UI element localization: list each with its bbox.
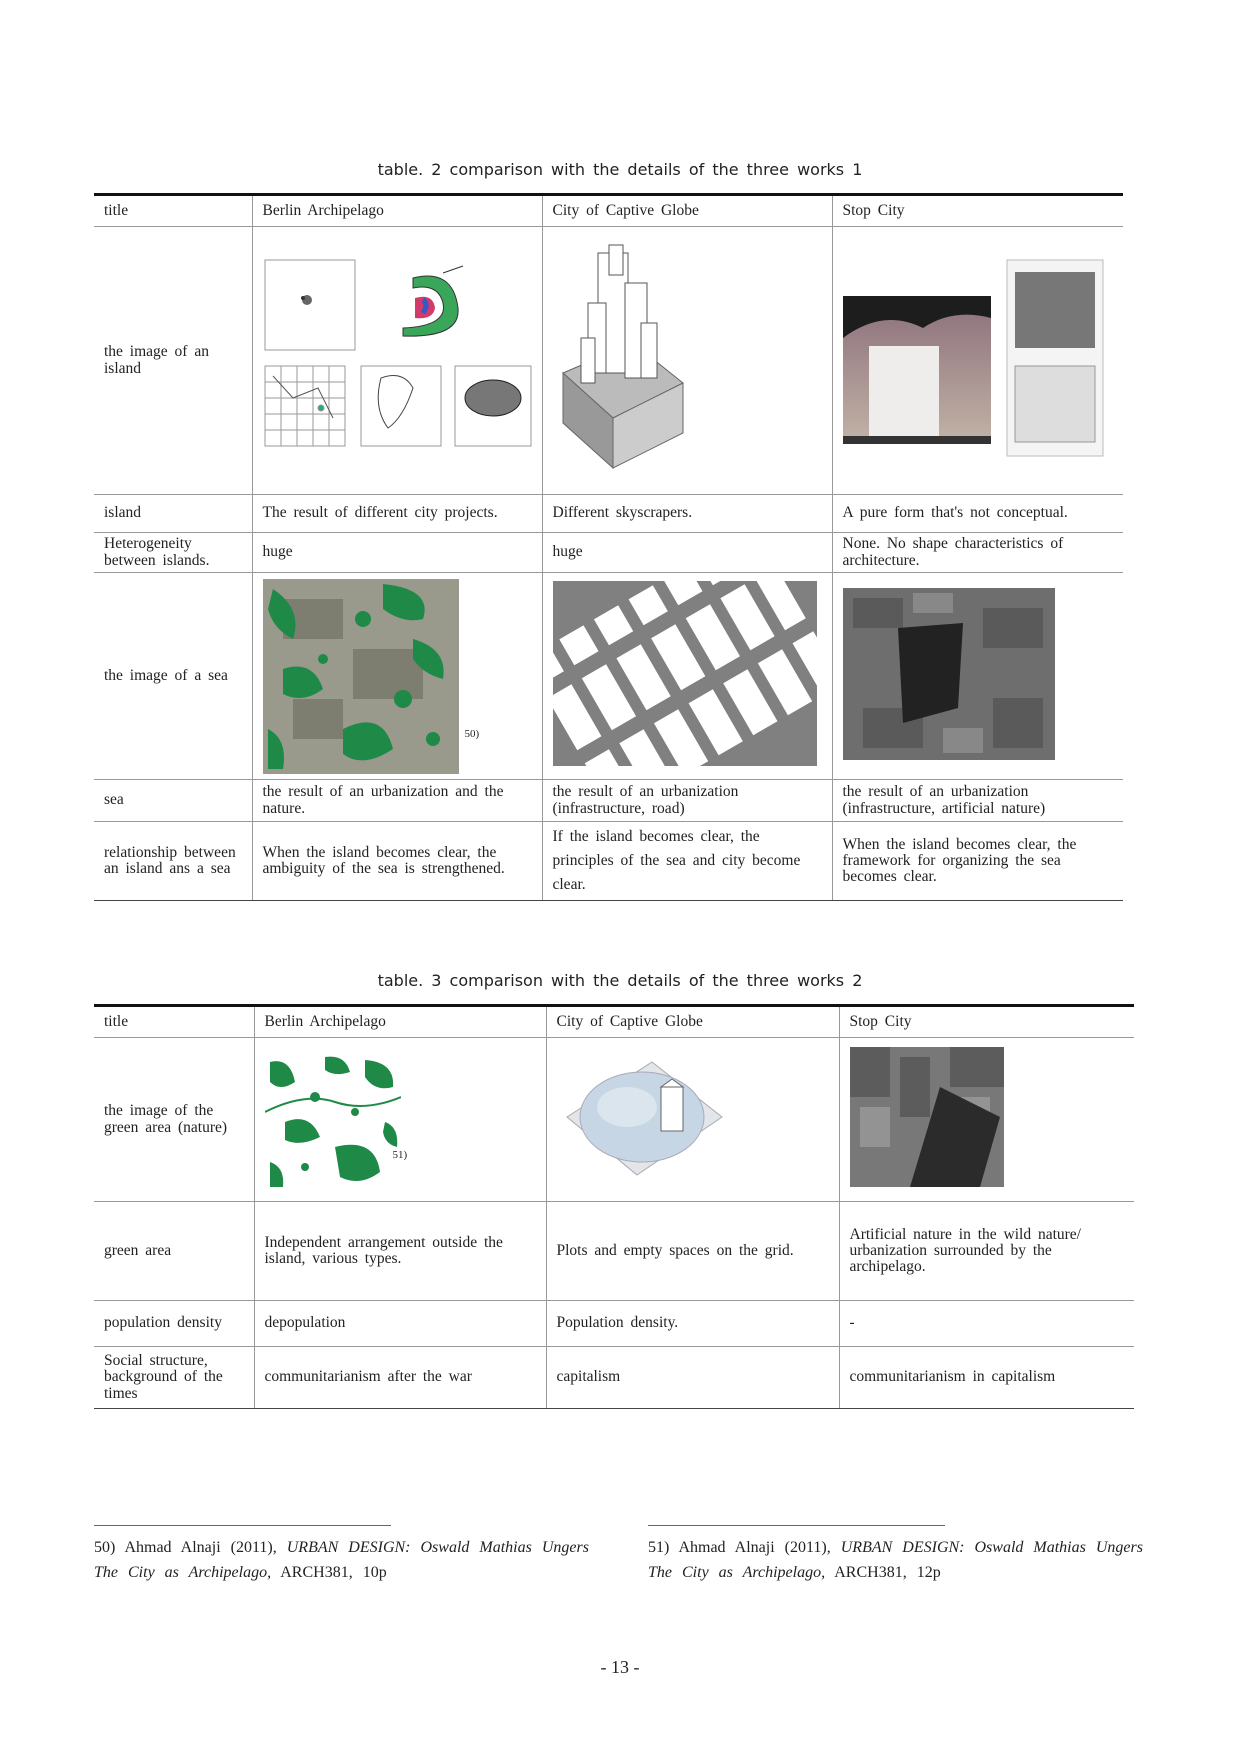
footnote-marker: 50) xyxy=(464,727,480,740)
header-col-berlin: Berlin Archipelago xyxy=(254,1006,546,1038)
cell-stop-city: When the island becomes clear, the framework for organizing the sea becomes clear. xyxy=(832,822,1123,901)
tower-icon xyxy=(661,1079,683,1131)
city-outline-sketch xyxy=(361,366,441,446)
row-label: title xyxy=(94,1006,254,1038)
captive-globe-green-image xyxy=(557,1047,729,1187)
table2-row-island xyxy=(94,495,1123,533)
header-col-stop-city: Stop City xyxy=(832,195,1123,227)
cell-captive-globe: Plots and empty spaces on the grid. xyxy=(546,1202,839,1301)
white-block xyxy=(869,346,939,442)
table2 xyxy=(94,193,1123,901)
cell-captive-globe: Different skyscrapers. xyxy=(542,495,832,533)
cell-stop-city: A pure form that's not conceptual. xyxy=(832,495,1123,533)
cell-berlin: huge xyxy=(252,533,542,573)
table2-row-sea-image xyxy=(94,573,1123,780)
footnote-50: 50) Ahmad Alnaji (2011), URBAN DESIGN: Oswald Mathias Ungers The City as Archipelago, ARCH381, 10p xyxy=(94,1539,589,1581)
stop-city-plan-sheet xyxy=(1007,260,1103,456)
table3-row-population xyxy=(94,1301,1134,1347)
footnote-marker: 51) xyxy=(392,1148,408,1161)
header-col-stop-city: Stop City xyxy=(839,1006,1134,1038)
header-col-captive-globe: City of Captive Globe xyxy=(546,1006,839,1038)
table3 xyxy=(94,1004,1134,1409)
footnote-separator-left xyxy=(94,1525,391,1526)
footnote-51: 51) Ahmad Alnaji (2011), URBAN DESIGN: Oswald Mathias Ungers The City as Archipelago, ARCH381, 12p xyxy=(648,1539,1143,1581)
row-label: Social structure, background of the times xyxy=(94,1347,254,1409)
berlin-sea-map-image xyxy=(263,579,459,774)
table3-row-green-image xyxy=(94,1038,1134,1202)
cell-berlin: Independent arrangement outside the island, various types. xyxy=(254,1202,546,1301)
table2-header-row xyxy=(94,195,1123,227)
table3-caption: table. 3 comparison with the details of the three works 2 xyxy=(377,971,863,990)
stop-city-satellite-image xyxy=(843,588,1055,760)
cell-berlin: communitarianism after the war xyxy=(254,1347,546,1409)
row-label: the image of an island xyxy=(94,227,252,495)
horseshoe-island-icon xyxy=(403,266,463,336)
grid-plan-sketch xyxy=(265,366,345,446)
table2-row-island-image xyxy=(94,227,1123,495)
dense-block-sketch xyxy=(455,366,531,446)
berlin-green-area-map xyxy=(265,1052,401,1188)
row-label: the image of a sea xyxy=(94,573,252,780)
table2-row-heterogeneity xyxy=(94,533,1123,573)
row-label: the image of the green area (nature) xyxy=(94,1038,254,1202)
row-label: sea xyxy=(94,780,252,822)
row-label: relationship between an island ans a sea xyxy=(94,822,252,901)
row-label: island xyxy=(94,495,252,533)
header-col-captive-globe: City of Captive Globe xyxy=(542,195,832,227)
cell-captive-globe: the result of an urbanization (infrastructure, road) xyxy=(542,780,832,822)
berlin-island-sketches-image xyxy=(263,258,533,458)
cell-stop-city: - xyxy=(839,1301,1134,1347)
table3-row-green xyxy=(94,1202,1134,1301)
stop-city-dark-block xyxy=(898,623,963,723)
cell-captive-globe: huge xyxy=(542,533,832,573)
cell-stop-city: None. No shape characteristics of architecture. xyxy=(832,533,1123,573)
cell-berlin: The result of different city projects. xyxy=(252,495,542,533)
cell-berlin: depopulation xyxy=(254,1301,546,1347)
cell-berlin: the result of an urbanization and the nature. xyxy=(252,780,542,822)
cell-stop-city: the result of an urbanization (infrastructure, artificial nature) xyxy=(832,780,1123,822)
captive-globe-skyscrapers-image xyxy=(553,243,703,473)
stop-city-images xyxy=(843,258,1113,458)
table3-row-social xyxy=(94,1347,1134,1409)
row-label: green area xyxy=(94,1202,254,1301)
row-label: title xyxy=(94,195,252,227)
footnote-separator-right xyxy=(648,1525,945,1526)
header-col-berlin: Berlin Archipelago xyxy=(252,195,542,227)
page-number: - 13 - xyxy=(600,1657,640,1677)
cell-berlin: When the island becomes clear, the ambiguity of the sea is strengthened. xyxy=(252,822,542,901)
stop-city-green-satellite xyxy=(850,1047,1004,1187)
table2-row-sea xyxy=(94,780,1123,822)
cell-captive-globe: Population density. xyxy=(546,1301,839,1347)
table2-caption: table. 2 comparison with the details of the three works 1 xyxy=(377,160,863,179)
cell-stop-city: Artificial nature in the wild nature/ urbanization surrounded by the archipelago. xyxy=(839,1202,1134,1301)
cell-stop-city: communitarianism in capitalism xyxy=(839,1347,1134,1409)
captive-globe-grid-sea-image xyxy=(553,581,817,766)
table3-header-row xyxy=(94,1006,1134,1038)
row-label: population density xyxy=(94,1301,254,1347)
row-label: Heterogeneity between islands. xyxy=(94,533,252,573)
cell-captive-globe: If the island becomes clear, the principles of the sea and city become clear. xyxy=(542,822,832,901)
table2-row-relationship xyxy=(94,822,1123,901)
cell-captive-globe: capitalism xyxy=(546,1347,839,1409)
